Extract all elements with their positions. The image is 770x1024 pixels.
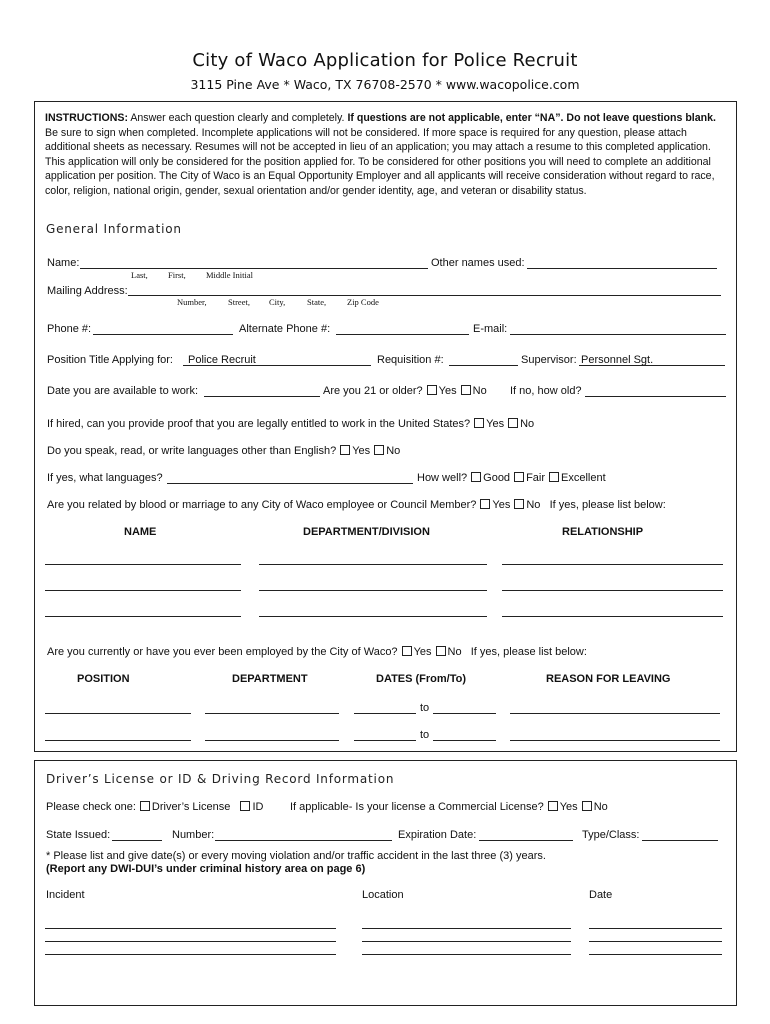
violations-note-bold: (Report any DWI-DUI’s under criminal history area on page 6) bbox=[46, 863, 366, 875]
position-label: Position Title Applying for: bbox=[47, 354, 173, 366]
age21-label: Are you 21 or older? Yes No bbox=[323, 385, 487, 397]
instructions-text: INSTRUCTIONS: Answer each question clearly and completely. If questions are not applicable, enter “NA”. Do not leave questions blank. Be sure to sign when completed. Incomplete applications will not be considered. If more space is required for any question, please attach additional sheets as necessary. Resumes will not be accepted in lieu of an application; you may attach a resume to this completed application. This application will only be considered for the position applied for. To be considered for other positions you will need to complete an additional application per position. The City of Waco is an Equal Opportunity Employer and all applicants will receive consideration without regard to race, color, religion, national origin, gender, sexual orientation and/or gender identity, age, and veteran or disability status. bbox=[45, 112, 716, 197]
relative-rel-line-1[interactable] bbox=[502, 564, 723, 565]
related-yes-checkbox[interactable] bbox=[480, 499, 490, 509]
addr-sub-zip: Zip Code bbox=[347, 297, 379, 307]
license-number-field[interactable] bbox=[215, 840, 392, 841]
proof-no-checkbox[interactable] bbox=[508, 418, 518, 428]
name-field[interactable] bbox=[80, 268, 428, 269]
commercial-question: If applicable- Is your license a Commercial License? Yes No bbox=[290, 801, 608, 813]
addr-sub-city: City, bbox=[269, 297, 286, 307]
incident-line-2[interactable] bbox=[45, 941, 336, 942]
col-position-header: POSITION bbox=[77, 673, 130, 685]
state-issued-field[interactable] bbox=[112, 840, 162, 841]
employed-yes-checkbox[interactable] bbox=[402, 646, 412, 656]
addr-sub-state: State, bbox=[307, 297, 327, 307]
position-value: Police Recruit bbox=[188, 354, 256, 366]
commercial-yes-checkbox[interactable] bbox=[548, 801, 558, 811]
location-line-2[interactable] bbox=[362, 941, 571, 942]
email-field[interactable] bbox=[510, 334, 726, 335]
to-label-1: to bbox=[420, 702, 430, 714]
col-reason-header: REASON FOR LEAVING bbox=[546, 673, 671, 685]
col-date-header: Date bbox=[589, 889, 613, 901]
date-line-1[interactable] bbox=[589, 928, 722, 929]
languages-yes-checkbox[interactable] bbox=[340, 445, 350, 455]
emp-dept-line-1[interactable] bbox=[205, 713, 339, 714]
type-class-label: Type/Class: bbox=[582, 829, 640, 841]
id-checkbox[interactable] bbox=[240, 801, 250, 811]
col-relationship-header: RELATIONSHIP bbox=[562, 526, 644, 538]
age21-no-checkbox[interactable] bbox=[461, 385, 471, 395]
check-one-row: Please check one: Driver’s License ID bbox=[46, 801, 264, 813]
license-number-label: Number: bbox=[172, 829, 215, 841]
how-old-label: If no, how old? bbox=[510, 385, 582, 397]
phone-label: Phone #: bbox=[47, 323, 92, 335]
emp-position-line-2[interactable] bbox=[45, 740, 191, 741]
expiration-label: Expiration Date: bbox=[398, 829, 477, 841]
supervisor-value: Personnel Sgt. bbox=[581, 354, 654, 366]
to-label-2: to bbox=[420, 729, 430, 741]
name-sub-first: First, bbox=[168, 270, 186, 280]
location-line-3[interactable] bbox=[362, 954, 571, 955]
location-line-1[interactable] bbox=[362, 928, 571, 929]
other-names-label: Other names used: bbox=[431, 257, 525, 269]
emp-dept-line-2[interactable] bbox=[205, 740, 339, 741]
relative-name-line-2[interactable] bbox=[45, 590, 241, 591]
requisition-label: Requisition #: bbox=[377, 354, 444, 366]
col-location-header: Location bbox=[362, 889, 404, 901]
supervisor-label: Supervisor: bbox=[521, 354, 577, 366]
col-incident-header: Incident bbox=[46, 889, 85, 901]
supervisor-field[interactable] bbox=[579, 365, 725, 366]
which-languages-field[interactable] bbox=[167, 483, 413, 484]
employed-no-checkbox[interactable] bbox=[436, 646, 446, 656]
alt-phone-label: Alternate Phone #: bbox=[239, 323, 331, 335]
addr-sub-number: Number, bbox=[177, 297, 207, 307]
incident-line-3[interactable] bbox=[45, 954, 336, 955]
which-languages-label: If yes, what languages? bbox=[47, 472, 163, 484]
emp-to-line-2[interactable] bbox=[433, 740, 496, 741]
date-line-3[interactable] bbox=[589, 954, 722, 955]
good-checkbox[interactable] bbox=[471, 472, 481, 482]
incident-line-1[interactable] bbox=[45, 928, 336, 929]
alt-phone-field[interactable] bbox=[336, 334, 469, 335]
col-department-header: DEPARTMENT/DIVISION bbox=[303, 526, 430, 538]
how-well-group: How well? Good Fair Excellent bbox=[417, 472, 606, 484]
how-old-field[interactable] bbox=[585, 396, 726, 397]
emp-reason-line-2[interactable] bbox=[510, 740, 720, 741]
fair-checkbox[interactable] bbox=[514, 472, 524, 482]
related-no-checkbox[interactable] bbox=[514, 499, 524, 509]
relative-rel-line-3[interactable] bbox=[502, 616, 723, 617]
commercial-no-checkbox[interactable] bbox=[582, 801, 592, 811]
position-field[interactable] bbox=[183, 365, 371, 366]
relative-name-line-1[interactable] bbox=[45, 564, 241, 565]
employed-question: Are you currently or have you ever been employed by the City of Waco? Yes No If yes, please list below: bbox=[47, 646, 587, 658]
relative-dept-line-1[interactable] bbox=[259, 564, 487, 565]
mailing-address-label: Mailing Address: bbox=[47, 285, 128, 297]
page-subtitle: 3115 Pine Ave * Waco, TX 76708-2570 * www.wacopolice.com bbox=[190, 77, 580, 92]
email-label: E-mail: bbox=[473, 323, 508, 335]
phone-field[interactable] bbox=[93, 334, 233, 335]
related-question: Are you related by blood or marriage to any City of Waco employee or Council Member? Yes No If yes, please list below: bbox=[47, 499, 666, 511]
excellent-checkbox[interactable] bbox=[549, 472, 559, 482]
emp-to-line-1[interactable] bbox=[433, 713, 496, 714]
mailing-address-field[interactable] bbox=[128, 295, 721, 296]
available-label: Date you are available to work: bbox=[47, 385, 199, 397]
age21-yes-checkbox[interactable] bbox=[427, 385, 437, 395]
name-sub-middle: Middle Initial bbox=[206, 270, 253, 280]
proof-question: If hired, can you provide proof that you are legally entitled to work in the United States? Yes No bbox=[47, 418, 535, 430]
general-info-heading: General Information bbox=[46, 222, 182, 236]
page-title: City of Waco Application for Police Recruit bbox=[192, 50, 578, 71]
addr-sub-street: Street, bbox=[228, 297, 250, 307]
expiration-field[interactable] bbox=[479, 840, 573, 841]
relative-dept-line-3[interactable] bbox=[259, 616, 487, 617]
date-line-2[interactable] bbox=[589, 941, 722, 942]
emp-reason-line-1[interactable] bbox=[510, 713, 720, 714]
name-label: Name: bbox=[47, 257, 80, 269]
relative-rel-line-2[interactable] bbox=[502, 590, 723, 591]
available-field[interactable] bbox=[204, 396, 320, 397]
type-class-field[interactable] bbox=[642, 840, 718, 841]
languages-no-checkbox[interactable] bbox=[374, 445, 384, 455]
emp-from-line-1[interactable] bbox=[354, 713, 416, 714]
languages-question: Do you speak, read, or write languages other than English? Yes No bbox=[47, 445, 401, 457]
emp-from-line-2[interactable] bbox=[354, 740, 416, 741]
other-names-field[interactable] bbox=[527, 268, 717, 269]
license-heading: Driver’s License or ID & Driving Record Information bbox=[46, 772, 395, 786]
proof-yes-checkbox[interactable] bbox=[474, 418, 484, 428]
license-section-box bbox=[34, 760, 737, 1006]
requisition-field[interactable] bbox=[449, 365, 518, 366]
relative-name-line-3[interactable] bbox=[45, 616, 241, 617]
emp-position-line-1[interactable] bbox=[45, 713, 191, 714]
col-name-header: NAME bbox=[124, 526, 157, 538]
col-dates-header: DATES (From/To) bbox=[376, 673, 467, 685]
name-sub-last: Last, bbox=[131, 270, 148, 280]
drivers-license-checkbox[interactable] bbox=[140, 801, 150, 811]
violations-note: * Please list and give date(s) or every moving violation and/or traffic accident in the last three (3) years. bbox=[46, 850, 546, 862]
state-issued-label: State Issued: bbox=[46, 829, 111, 841]
col-dept-header: DEPARTMENT bbox=[232, 673, 308, 685]
relative-dept-line-2[interactable] bbox=[259, 590, 487, 591]
